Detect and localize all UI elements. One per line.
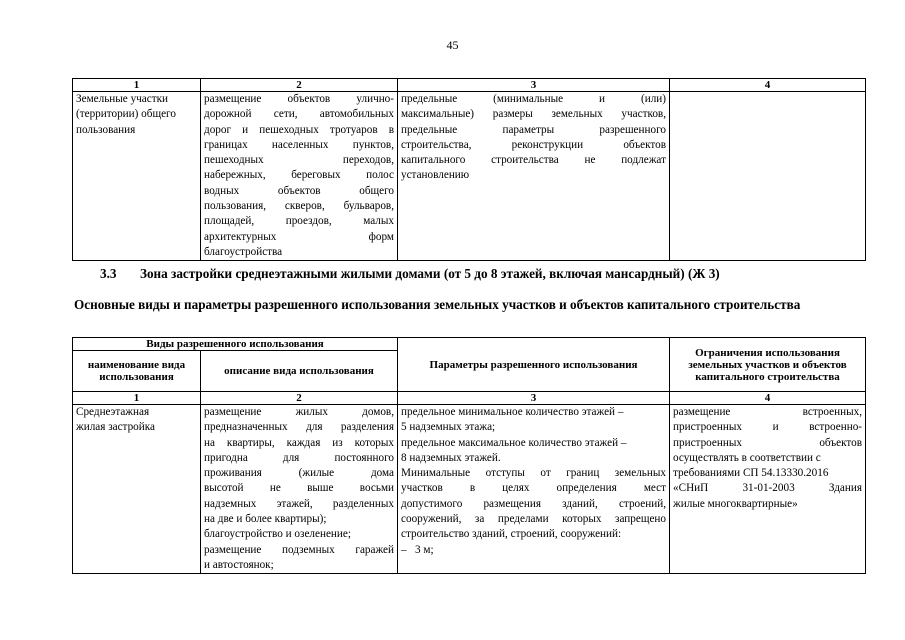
cell-line: предельное максимальное количество этажей – — [401, 436, 627, 449]
cell-line: «СНиП 31-01-2003 Здания — [673, 482, 863, 495]
use-name-header: наименование вида использования — [73, 351, 201, 392]
cell-line: водных объектов общего — [204, 184, 394, 197]
cell-line: капитального строительства не подлежат — [401, 154, 666, 167]
column-number-4: 4 — [670, 79, 866, 92]
cell-line: жилые многоквартирные» — [673, 497, 798, 510]
cell-line: Среднеэтажная — [76, 406, 150, 418]
cell-line: высотой не выше восьми — [204, 482, 395, 495]
column-number-3: 3 — [398, 79, 670, 92]
use-types-group-header: Виды разрешенного использования — [73, 338, 398, 351]
cell-line: жилая застройка — [76, 421, 155, 434]
restrictions-cell — [670, 405, 866, 574]
table-number-row — [73, 392, 866, 405]
cell-line: проживания (жилые дома — [204, 467, 395, 480]
column-number-2: 2 — [201, 79, 398, 92]
table-header-row — [73, 338, 866, 351]
cell-line: предназначенных для разделения — [204, 421, 395, 434]
cell-line: благоустройство и озеленение; — [204, 528, 351, 541]
page-number: 45 — [446, 38, 459, 52]
column-number-4: 4 — [670, 392, 866, 405]
restrictions-header: Ограничения использования земельных участков и объектов капитального строительства — [670, 338, 866, 392]
cell-line: пригодна для постоянного — [204, 451, 395, 464]
use-name-cell — [73, 405, 201, 574]
cell-line: строительство зданий, строений, сооружений: — [401, 528, 622, 541]
table-row — [73, 405, 866, 574]
cell-line: сооружений, за пределами которых запрещено — [401, 513, 667, 526]
column-number-1: 1 — [73, 79, 201, 92]
cell-line: установлению — [401, 169, 470, 182]
land-use-table — [72, 337, 866, 574]
cell-line: осуществлять в соответствии с — [673, 451, 821, 464]
cell-line: границах населенных пунктов, — [204, 138, 394, 151]
cell-line: Земельные участки — [76, 93, 169, 105]
column-number-3: 3 — [398, 392, 670, 405]
cell-line: 5 надземных этажа; — [401, 421, 496, 434]
use-description-header: описание вида использования — [201, 351, 398, 392]
cell-line: площадей, проездов, малых — [204, 215, 394, 228]
section-heading — [100, 266, 840, 282]
cell-line: и автостоянок; — [204, 558, 274, 571]
cell-line: – 3 м; — [401, 543, 434, 556]
cell-line: дорог и пешеходных тротуаров в — [204, 123, 394, 136]
section-title: Зона застройки среднеэтажными жилыми домами (от 5 до 8 этажей, включая мансардный) (Ж 3) — [140, 266, 720, 281]
cell-line: на две и более квартиры); — [204, 513, 327, 526]
column-number-1: 1 — [73, 392, 201, 405]
cell-line: на квартиры, каждая из которых — [204, 436, 395, 449]
use-description-cell — [201, 405, 398, 574]
cell-line: дорожной сети, автомобильных — [204, 108, 394, 121]
cell-line: максимальные) размеры земельных участков, — [401, 108, 666, 121]
column-number-2: 2 — [201, 392, 398, 405]
cell-line: пользования, скверов, бульваров, — [204, 200, 394, 213]
land-use-table-continued — [72, 78, 866, 261]
cell-line: предельное минимальное количество этажей – — [401, 406, 624, 418]
cell-line: набережных, береговых полос — [204, 169, 394, 182]
table-row — [73, 92, 866, 261]
cell-line: размещение подземных гаражей — [204, 543, 395, 556]
use-description-cell — [201, 92, 398, 261]
cell-line: (территории) общего — [76, 108, 176, 121]
cell-line: предельные (минимальные и (или) — [401, 93, 666, 105]
restrictions-cell — [670, 92, 866, 261]
cell-line: 8 надземных этажей. — [401, 451, 501, 464]
cell-line: пристроенных объектов — [673, 436, 863, 449]
cell-line: участков в целях определения мест — [401, 482, 667, 495]
subheading — [74, 297, 864, 313]
parameters-cell — [398, 92, 670, 261]
cell-line: предельные параметры разрешенного — [401, 123, 666, 136]
cell-line: пристроенных и встроенно- — [673, 421, 863, 434]
section-number: 3.3 — [100, 266, 117, 281]
cell-line: допустимого размещения зданий, строений, — [401, 497, 667, 510]
cell-line: пользования — [76, 123, 136, 136]
parameters-header: Параметры разрешенного использования — [398, 338, 670, 392]
cell-line: пешеходных переходов, — [204, 154, 394, 167]
cell-line: размещение встроенных, — [673, 406, 863, 418]
cell-line: требованиями СП 54.13330.2016 — [673, 467, 829, 480]
cell-line: размещение жилых домов, — [204, 406, 395, 418]
cell-line: строительства, реконструкции объектов — [401, 138, 666, 151]
subheading-text: Основные виды и параметры разрешенного использования земельных участков и объектов капитального строительства — [74, 297, 801, 312]
cell-line: Минимальные отступы от границ земельных — [401, 467, 667, 480]
cell-line: размещение объектов улично- — [204, 93, 394, 105]
cell-line: благоустройства — [204, 245, 283, 258]
parameters-cell — [398, 405, 670, 574]
use-name-cell — [73, 92, 201, 261]
cell-line: архитектурных форм — [204, 230, 394, 243]
cell-line: надземных этажей, разделенных — [204, 497, 395, 510]
table-header-row — [73, 79, 866, 92]
